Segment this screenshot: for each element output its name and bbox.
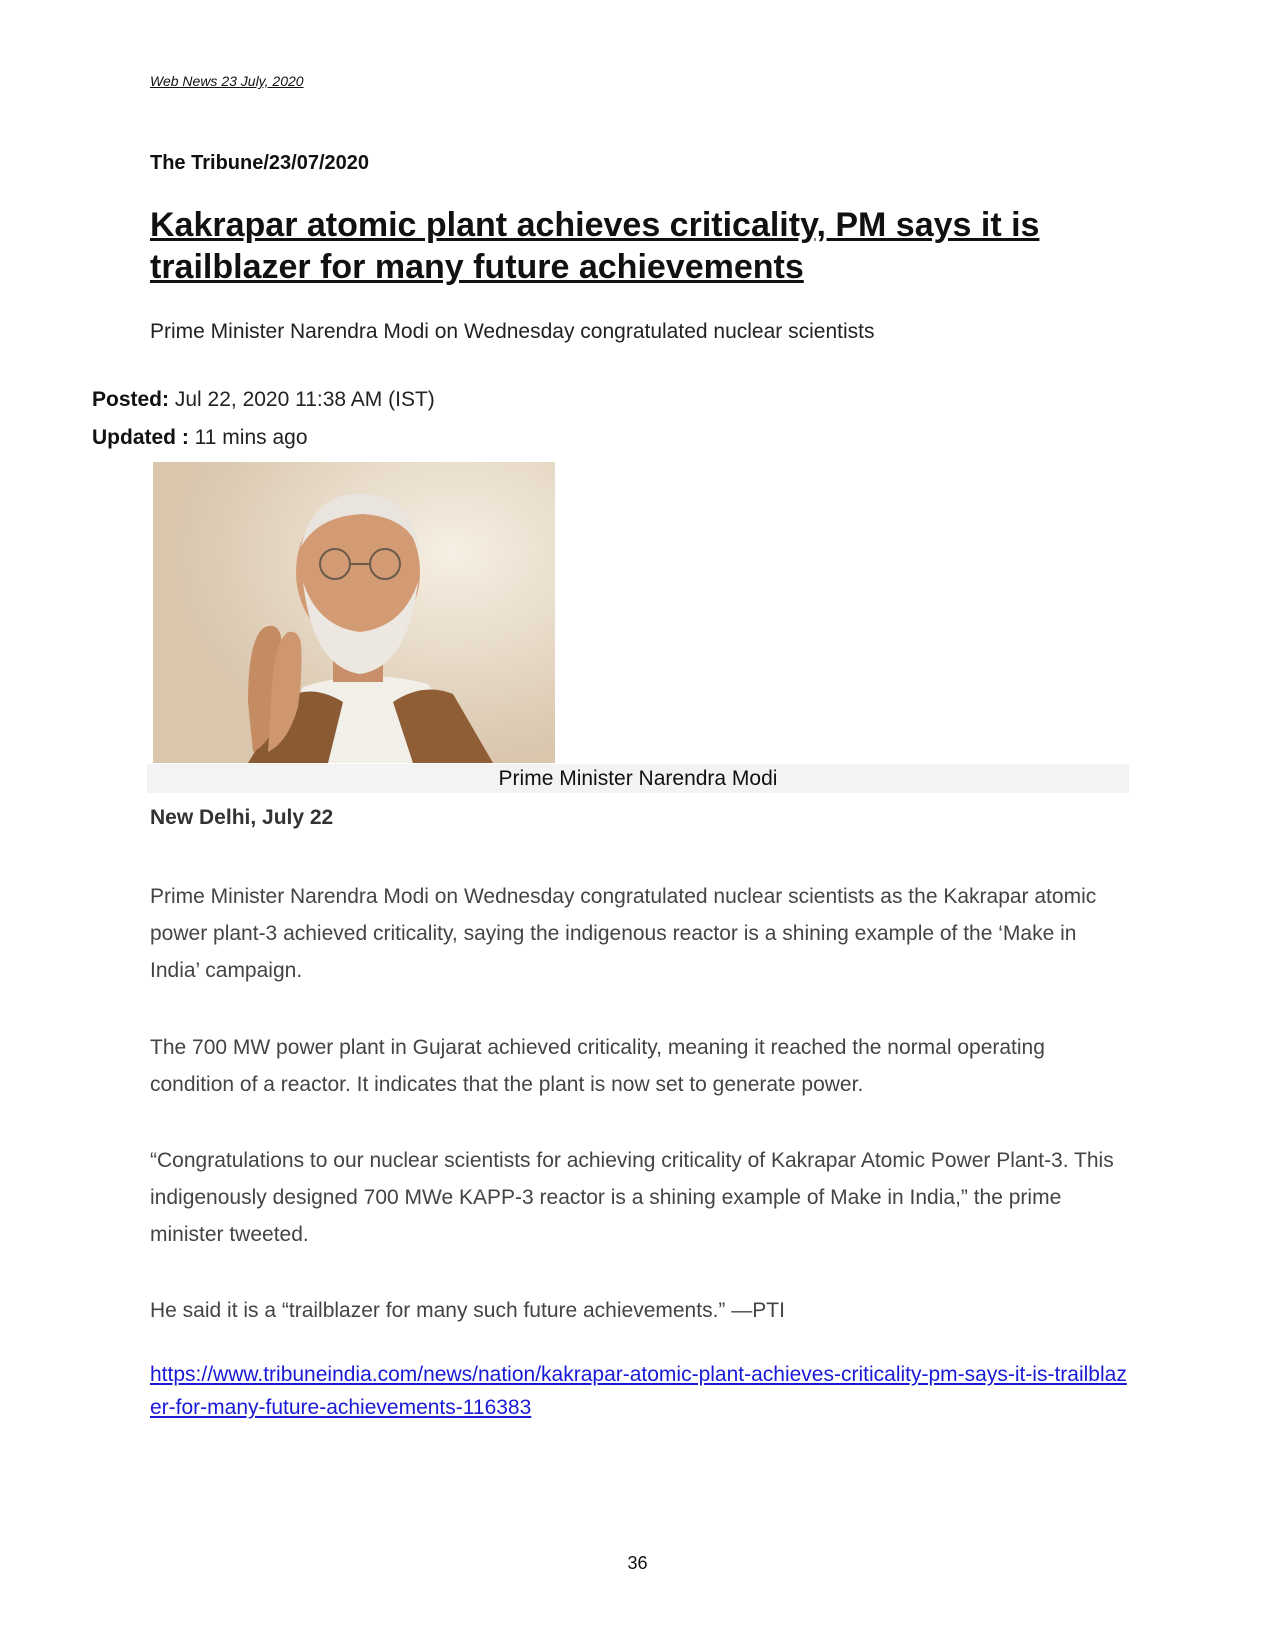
source-line: The Tribune/23/07/2020: [150, 152, 369, 174]
article-photo: [153, 462, 555, 763]
updated-value: 11 mins ago: [194, 426, 308, 449]
article-paragraph-3: “Congratulations to our nuclear scientists for achieving criticality of Kakrapar Atomic Power Plant-3. This indigenously designed 700 MWe KAPP-3 reactor is a shining example of Make in India,” the prime minister tweeted.: [150, 1149, 1114, 1246]
article-headline[interactable]: Kakrapar atomic plant achieves criticality, PM says it is trailblazer for many future achievements: [150, 206, 1040, 286]
photo-caption-bar: [147, 764, 1129, 793]
web-news-date: Web News 23 July, 2020: [150, 73, 304, 89]
posted-meta: [92, 388, 435, 412]
article-paragraph-4: He said it is a “trailblazer for many such future achievements.” —PTI: [150, 1299, 785, 1322]
updated-label: Updated :: [92, 426, 189, 449]
portrait-illustration: [153, 462, 555, 763]
article-subhead: Prime Minister Narendra Modi on Wednesday congratulated nuclear scientists: [150, 320, 875, 343]
article-paragraph-1: Prime Minister Narendra Modi on Wednesday congratulated nuclear scientists as the Kakrapar atomic power plant-3 achieved criticality, saying the indigenous reactor is a shining example of the ‘Make in India’ campaign.: [150, 885, 1097, 982]
dateline: New Delhi, July 22: [150, 806, 334, 829]
updated-meta: [92, 426, 308, 450]
posted-value: Jul 22, 2020 11:38 AM (IST): [174, 388, 435, 411]
source-url-link[interactable]: https://www.tribuneindia.com/news/nation/kakrapar-atomic-plant-achieves-criticality-pm-says-it-is-trailblazer-for-many-future-achievements-116383: [150, 1363, 1127, 1419]
photo-caption: Prime Minister Narendra Modi: [498, 767, 778, 790]
article-paragraph-2: The 700 MW power plant in Gujarat achieved criticality, meaning it reached the normal operating condition of a reactor. It indicates that the plant is now set to generate power.: [150, 1036, 1045, 1096]
page-number: 36: [627, 1553, 648, 1573]
posted-label: Posted:: [92, 388, 170, 411]
